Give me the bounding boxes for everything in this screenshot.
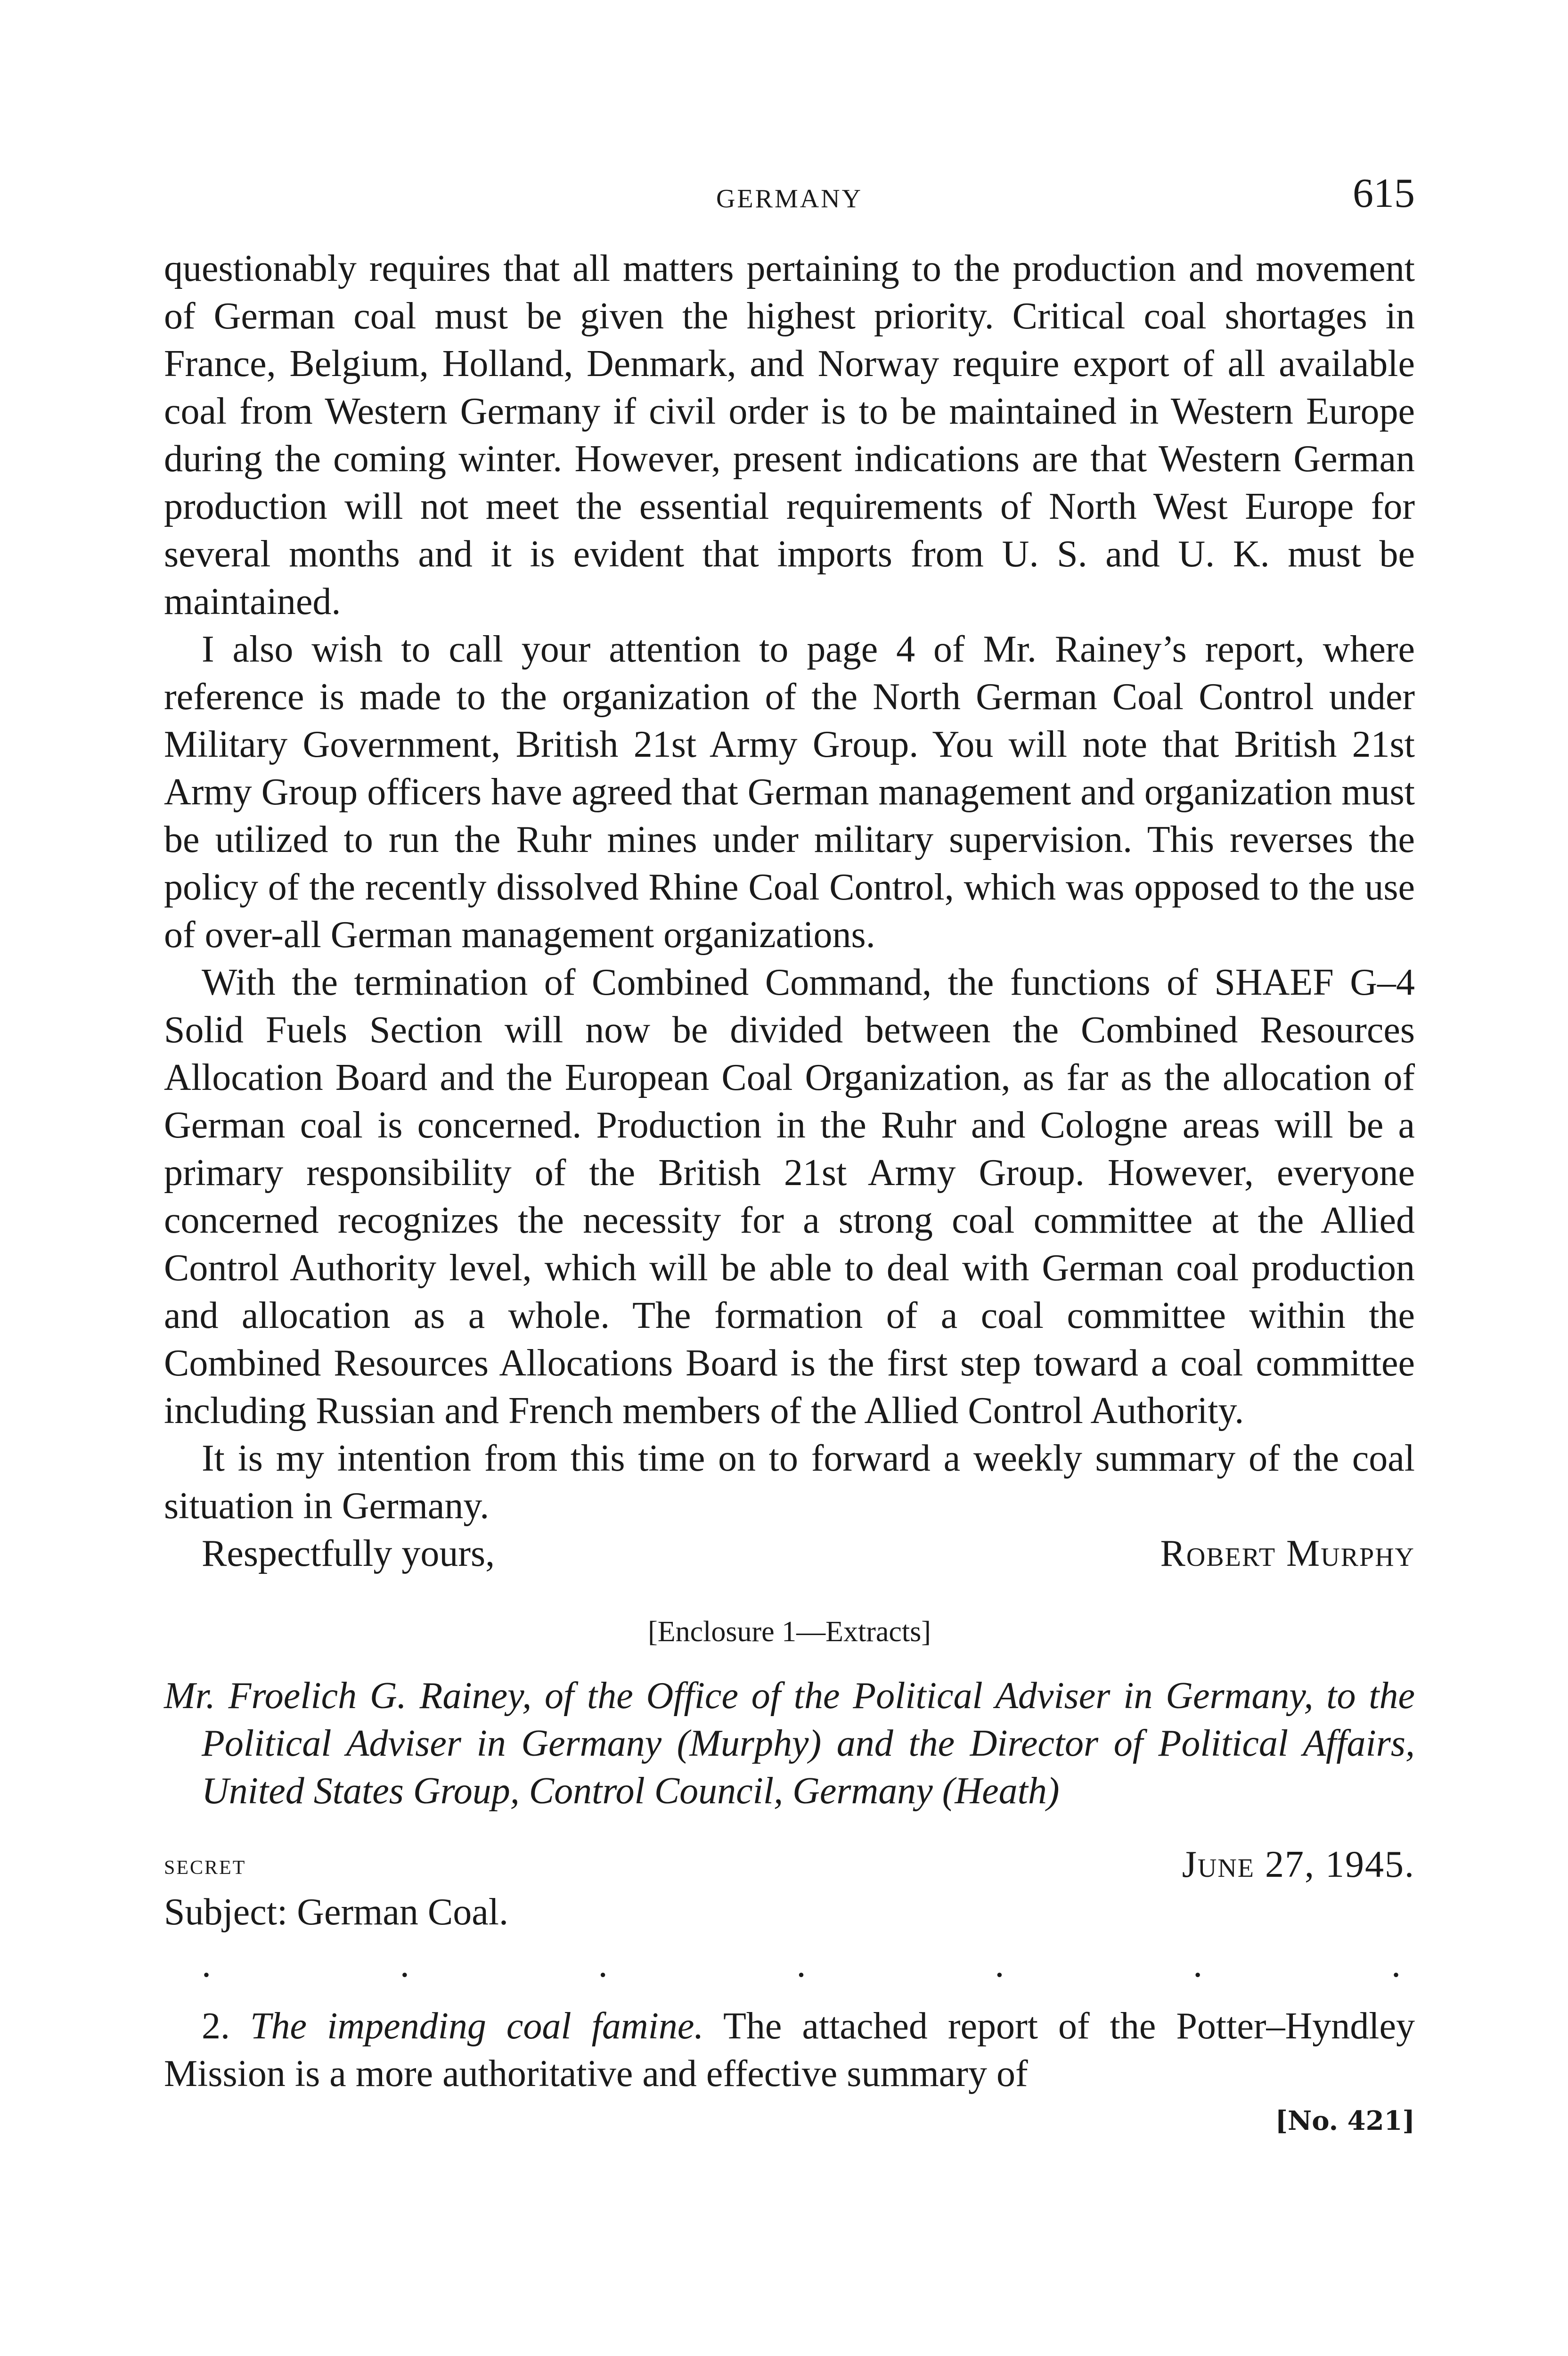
enclosure-label: [Enclosure 1—Extracts]: [648, 1616, 931, 1648]
omission-dot: .: [400, 1944, 409, 1985]
omission-dot: .: [1193, 1944, 1203, 1985]
memo-date: June 27, 1945.: [1182, 1844, 1415, 1885]
page-number: 615: [1353, 171, 1415, 216]
letter-body: [164, 245, 1415, 1530]
paragraph-coal-famine: [164, 2003, 1415, 2098]
running-title: GERMANY: [716, 184, 863, 213]
signature: Robert Murphy: [1160, 1533, 1415, 1574]
item-title: The impending coal famine.: [250, 2005, 704, 2047]
omission-dot: .: [995, 1944, 1004, 1985]
paragraph-combined-command: With the termination of Combined Command, the functions of SHAEF G–4 Solid Fuels Section will now be divided between the Combined Resources Allocation Board and the European Coal Organization, as far as the allocation of German coal is concerned. Production in the Ruhr and Cologne areas will be a primary responsibility of the British 21st Army Group. However, everyone concerned recognizes the necessity for a strong coal committee at the Allied Control Authority level, which will be able to deal with German coal production and allocation as a whole. The formation of a coal committee within the Combined Resources Allocations Board is the first step toward a coal committee including Russian and French members of the Allied Control Authority.: [164, 962, 1415, 1432]
document-page: [164, 170, 1415, 2136]
omission-dot: .: [598, 1944, 608, 1985]
running-header: [164, 170, 1415, 221]
closing-line: [164, 1530, 1415, 1578]
memo-heading: Mr. Froelich G. Rainey, of the Office of the Political Adviser in Germany, to the Political Adviser in Germany (Murphy) and the Director of Political Affairs, United States Group, Control Council, Germany (Heath): [164, 1675, 1415, 1812]
classification-row: [164, 1841, 1415, 1889]
paragraph-rainey-report: I also wish to call your attention to page 4 of Mr. Rainey’s report, where reference is made to the organization of the North German Coal Control under Military Government, British 21st Army Group. You will note that British 21st Army Group officers have agreed that German management and organization must be utilized to run the Ruhr mines under military supervision. This reverses the policy of the recently dissolved Rhine Coal Control, which was opposed to the use of over-all German management organizations.: [164, 629, 1415, 956]
omission-dot: .: [796, 1944, 806, 1985]
enclosure-body: [164, 2003, 1415, 2098]
memo-subject: Subject: German Coal.: [164, 1891, 508, 1933]
classification: secret: [164, 1849, 246, 1880]
omission-dots: [164, 1941, 1415, 1988]
paragraph-continued: questionably requires that all matters pertaining to the production and movement of German coal must be given the highest priority. Critical coal shortages in France, Belgium, Holland, Denmark, and Norway require export of all available coal from Western Germany if civil order is to be maintained in Western Europe during the coming winter. However, present indications are that Western German production will not meet the essential requirements of North West Europe for several months and it is evident that imports from U. S. and U. K. must be maintained.: [164, 248, 1415, 622]
paragraph-weekly-summary: It is my intention from this time on to forward a weekly summary of the coal situation in Germany.: [164, 1438, 1415, 1527]
omission-dot: .: [1391, 1944, 1401, 1985]
document-number: [No. 421]: [1275, 2105, 1415, 2136]
item-number: 2.: [202, 2005, 230, 2047]
omission-dot: .: [202, 1944, 211, 1985]
item-text: The attached report of the Potter–Hyndley Mission is a more authoritative and effective summary of: [164, 2005, 1415, 2094]
salutation: Respectfully yours,: [202, 1533, 495, 1574]
